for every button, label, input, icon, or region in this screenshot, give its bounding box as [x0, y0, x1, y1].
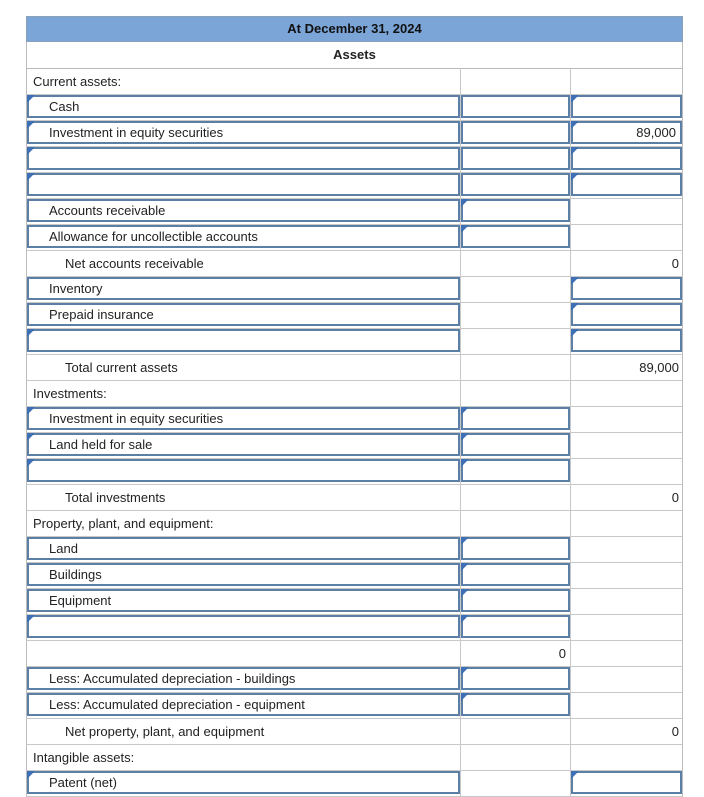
row-current-heading — [26, 69, 683, 95]
equipment-label[interactable]: Equipment — [27, 589, 460, 612]
investment-equity-value: 89,000 — [636, 125, 676, 140]
blank-amount-input-1[interactable] — [461, 147, 570, 170]
inv-equity-amount-input[interactable] — [461, 407, 570, 430]
dropdown-indicator-icon — [571, 303, 579, 311]
row-blank-1 — [26, 147, 683, 173]
blank-amount-input-5[interactable] — [461, 615, 570, 638]
blank-label-input-4[interactable] — [27, 459, 460, 482]
inventory-label[interactable]: Inventory — [27, 277, 460, 300]
acc-dep-buildings-label[interactable]: Less: Accumulated depreciation - buildings — [27, 667, 460, 690]
dropdown-indicator-icon — [27, 95, 35, 103]
net-ar-value: 0 — [671, 256, 679, 271]
row-ppe-subtotal — [26, 641, 683, 667]
dropdown-indicator-icon — [461, 225, 469, 233]
row-inv-equity — [26, 407, 683, 433]
accounts-receivable-label[interactable]: Accounts receivable — [27, 199, 460, 222]
row-prepaid — [26, 303, 683, 329]
acc-dep-equipment-label[interactable]: Less: Accumulated depreciation - equipment — [27, 693, 460, 716]
dropdown-indicator-icon — [571, 771, 579, 779]
buildings-label[interactable]: Buildings — [27, 563, 460, 586]
current-assets-heading: Current assets: — [27, 69, 461, 94]
allowance-label[interactable]: Allowance for uncollectible accounts — [27, 225, 460, 248]
row-buildings — [26, 563, 683, 589]
ppe-subtotal-value: 0 — [461, 641, 571, 666]
row-total-investments — [26, 485, 683, 511]
dropdown-indicator-icon — [461, 459, 469, 467]
row-total-current — [26, 355, 683, 381]
patent-total-input[interactable] — [571, 771, 682, 794]
ppe-heading: Property, plant, and equipment: — [27, 511, 461, 536]
row-equipment — [26, 589, 683, 615]
row-acc-dep-equipment — [26, 693, 683, 719]
row-intangible-heading — [26, 745, 683, 771]
dropdown-indicator-icon — [27, 459, 35, 467]
blank-label-input-2[interactable] — [27, 173, 460, 196]
dropdown-indicator-icon — [571, 173, 579, 181]
dropdown-indicator-icon — [461, 589, 469, 597]
row-inventory — [26, 277, 683, 303]
patent-label[interactable]: Patent (net) — [27, 771, 460, 794]
row-ppe-heading — [26, 511, 683, 537]
dropdown-indicator-icon — [461, 667, 469, 675]
blank-amount-input-4[interactable] — [461, 459, 570, 482]
buildings-amount-input[interactable] — [461, 563, 570, 586]
cash-total-input[interactable] — [571, 95, 682, 118]
blank-amount-input-2[interactable] — [461, 173, 570, 196]
equipment-amount-input[interactable] — [461, 589, 570, 612]
inv-equity-label[interactable]: Investment in equity securities — [27, 407, 460, 430]
investments-heading: Investments: — [27, 381, 461, 406]
blank-label-input-1[interactable] — [27, 147, 460, 170]
row-investment-equity — [26, 121, 683, 147]
dropdown-indicator-icon — [461, 537, 469, 545]
dropdown-indicator-icon — [27, 433, 35, 441]
accounts-receivable-amount-input[interactable] — [461, 199, 570, 222]
row-blank-4 — [26, 459, 683, 485]
row-net-ar — [26, 251, 683, 277]
blank-total-input-3[interactable] — [571, 329, 682, 352]
row-investments-heading — [26, 381, 683, 407]
total-current-value: 89,000 — [639, 360, 679, 375]
dropdown-indicator-icon — [461, 563, 469, 571]
land-held-label[interactable]: Land held for sale — [27, 433, 460, 456]
cash-amount-input[interactable] — [461, 95, 570, 118]
total-investments-value: 0 — [671, 490, 679, 505]
blank-total-input-2[interactable] — [571, 173, 682, 196]
dropdown-indicator-icon — [571, 329, 579, 337]
prepaid-label[interactable]: Prepaid insurance — [27, 303, 460, 326]
row-patent — [26, 771, 683, 797]
header-date: At December 31, 2024 — [26, 16, 683, 42]
dropdown-indicator-icon — [461, 615, 469, 623]
blank-label-input-3[interactable] — [27, 329, 460, 352]
acc-dep-buildings-amount-input[interactable] — [461, 667, 570, 690]
dropdown-indicator-icon — [571, 147, 579, 155]
net-ppe-value: 0 — [671, 724, 679, 739]
allowance-amount-input[interactable] — [461, 225, 570, 248]
row-acc-dep-buildings — [26, 667, 683, 693]
row-blank-2 — [26, 173, 683, 199]
header-assets: Assets — [26, 42, 683, 69]
dropdown-indicator-icon — [27, 121, 35, 129]
blank-total-input-1[interactable] — [571, 147, 682, 170]
net-ppe-label: Net property, plant, and equipment — [27, 719, 461, 744]
dropdown-indicator-icon — [461, 433, 469, 441]
cash-label[interactable]: Cash — [27, 95, 460, 118]
land-held-amount-input[interactable] — [461, 433, 570, 456]
dropdown-indicator-icon — [571, 95, 579, 103]
dropdown-indicator-icon — [27, 407, 35, 415]
blank-label-input-5[interactable] — [27, 615, 460, 638]
row-land-held — [26, 433, 683, 459]
intangible-heading: Intangible assets: — [27, 745, 461, 770]
row-blank-5 — [26, 615, 683, 641]
inventory-total-input[interactable] — [571, 277, 682, 300]
net-ar-label: Net accounts receivable — [27, 251, 461, 276]
row-allowance — [26, 225, 683, 251]
dropdown-indicator-icon — [27, 147, 35, 155]
dropdown-indicator-icon — [461, 693, 469, 701]
row-cash — [26, 95, 683, 121]
dropdown-indicator-icon — [461, 199, 469, 207]
total-investments-label: Total investments — [27, 485, 461, 510]
investment-equity-amount-input[interactable] — [461, 121, 570, 144]
dropdown-indicator-icon — [27, 615, 35, 623]
dropdown-indicator-icon — [27, 329, 35, 337]
dropdown-indicator-icon — [27, 173, 35, 181]
dropdown-indicator-icon — [571, 121, 579, 129]
prepaid-total-input[interactable] — [571, 303, 682, 326]
investment-equity-total-input[interactable] — [571, 121, 682, 144]
row-accounts-receivable — [26, 199, 683, 225]
row-net-ppe — [26, 719, 683, 745]
row-blank-3 — [26, 329, 683, 355]
land-label[interactable]: Land — [27, 537, 460, 560]
balance-sheet — [26, 16, 683, 797]
investment-equity-label[interactable]: Investment in equity securities — [27, 121, 460, 144]
land-amount-input[interactable] — [461, 537, 570, 560]
row-land — [26, 537, 683, 563]
dropdown-indicator-icon — [571, 277, 579, 285]
dropdown-indicator-icon — [27, 771, 35, 779]
total-current-label: Total current assets — [27, 355, 461, 380]
acc-dep-equipment-amount-input[interactable] — [461, 693, 570, 716]
dropdown-indicator-icon — [461, 407, 469, 415]
